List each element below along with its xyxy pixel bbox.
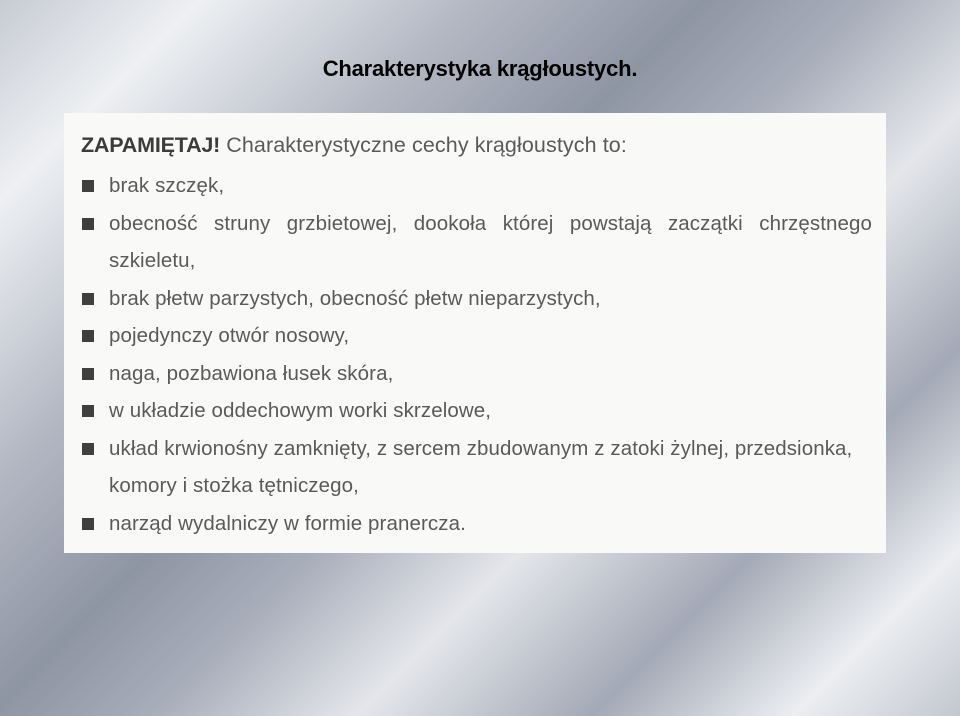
feature-list bbox=[81, 167, 872, 542]
card-heading bbox=[81, 131, 872, 159]
heading-emphasis: ZAPAMIĘTAJ! bbox=[81, 133, 221, 157]
list-item-text: pojedynczy otwór nosowy, bbox=[109, 324, 350, 347]
content-card bbox=[64, 113, 886, 553]
square-bullet-icon bbox=[82, 218, 94, 230]
square-bullet-icon bbox=[82, 518, 94, 530]
heading-text: Charakterystyczne cechy krągłoustych to: bbox=[220, 133, 627, 157]
list-item bbox=[81, 430, 872, 505]
square-bullet-icon bbox=[82, 443, 94, 455]
list-item bbox=[81, 355, 872, 393]
list-item bbox=[81, 505, 872, 543]
list-item bbox=[81, 317, 872, 355]
list-item bbox=[81, 392, 872, 430]
list-item-text: brak płetw parzystych, obecność płetw nieparzystych, bbox=[109, 286, 601, 310]
list-item-text: brak szczęk, bbox=[109, 174, 225, 197]
list-item-text: naga, pozbawiona łusek skóra, bbox=[109, 361, 394, 385]
square-bullet-icon bbox=[82, 368, 94, 380]
list-item bbox=[81, 167, 872, 205]
list-item-text: obecność struny grzbietowej, dookoła której powstają zaczątki chrzęstnego szkieletu, bbox=[109, 211, 872, 272]
list-item-text: narząd wydalniczy w formie pranercza. bbox=[109, 511, 466, 535]
square-bullet-icon bbox=[82, 405, 94, 417]
square-bullet-icon bbox=[82, 293, 94, 305]
list-item-text: układ krwionośny zamknięty, z sercem zbudowanym z zatoki żylnej, przedsionka, komory i stożka tętniczego, bbox=[109, 436, 853, 497]
list-item-text: w układzie oddechowym worki skrzelowe, bbox=[109, 399, 492, 422]
square-bullet-icon bbox=[82, 180, 94, 192]
list-item bbox=[81, 280, 872, 318]
square-bullet-icon bbox=[82, 330, 94, 342]
slide-title: Charakterystyka krągłoustych. bbox=[322, 56, 638, 81]
list-item bbox=[81, 205, 872, 280]
